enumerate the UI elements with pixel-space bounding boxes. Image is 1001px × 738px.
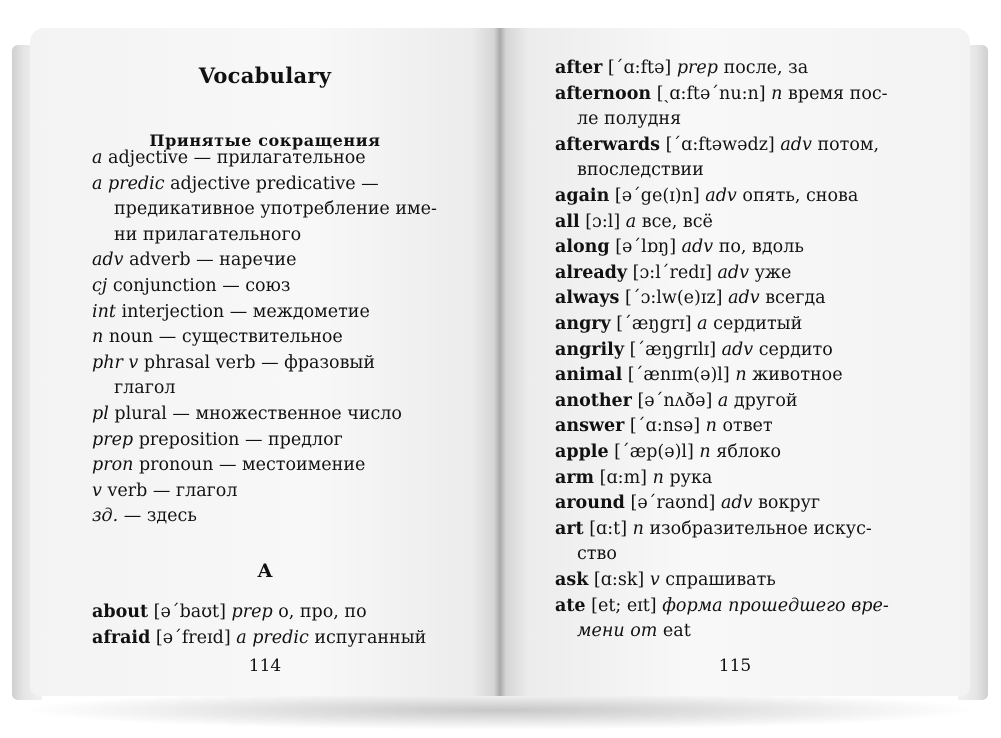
abbreviation-line — [114, 223, 301, 248]
entry-translation: испуганный — [314, 627, 427, 648]
abbreviation-text: plural — множественное число — [114, 404, 402, 424]
entry-word: afraid — [92, 627, 151, 648]
dictionary-entry — [555, 440, 781, 465]
abbreviation-line — [92, 274, 290, 299]
abbreviation-tag: phr v — [92, 352, 139, 373]
abbreviation-text: предикативное употребление име- — [114, 199, 437, 220]
entry-word: art — [555, 518, 584, 539]
entry-translation: всегда — [765, 288, 826, 309]
abbreviation-line — [92, 504, 197, 529]
entry-pronunciation: [ˊæp(ə)l] — [614, 442, 694, 462]
dictionary-entry — [555, 261, 791, 286]
entry-word: arm — [555, 467, 595, 488]
book-gutter — [494, 28, 506, 696]
entry-pronunciation: [ˏɑ:ftəˊnu:n] — [656, 83, 766, 104]
entry-translation: спрашивать — [665, 570, 776, 590]
entry-continuation — [577, 107, 681, 132]
entry-part-of-speech: adv — [721, 339, 754, 360]
vocabulary-title: Vocabulary — [198, 63, 332, 88]
entry-part-of-speech: a predic — [236, 627, 309, 648]
entry-translation: другой — [733, 390, 798, 411]
entry-word: another — [555, 390, 632, 411]
entry-pronunciation: [ɑ:sk] — [593, 570, 645, 590]
entry-word: always — [555, 288, 620, 309]
abbreviation-line — [92, 428, 343, 453]
abbreviation-line — [114, 197, 437, 222]
entry-part-of-speech: prep — [231, 602, 273, 622]
entry-translation: ответ — [722, 416, 773, 437]
abbreviation-tag: cj — [92, 276, 108, 296]
dictionary-entry — [555, 133, 879, 158]
dictionary-entry — [555, 338, 833, 363]
entry-translation: животное — [752, 365, 843, 386]
page-number-left: 114 — [248, 656, 282, 676]
dictionary-entry — [92, 600, 367, 625]
abbreviation-text: preposition — предлог — [138, 429, 343, 450]
entry-pronunciation: [ɑ:m] — [599, 467, 648, 488]
entry-italic-note: мени от — [577, 621, 658, 642]
dictionary-entry — [555, 466, 712, 491]
abbreviation-text: ни прилагательного — [114, 224, 302, 245]
entry-translation: вокруг — [758, 493, 821, 514]
abbreviation-line — [92, 479, 237, 504]
entry-translation: рука — [669, 467, 713, 488]
dictionary-entry — [555, 389, 798, 414]
entry-word: around — [555, 493, 625, 514]
abbreviation-text: глагол — [114, 378, 176, 399]
abbreviation-line — [92, 325, 343, 350]
abbreviation-tag: int — [92, 301, 116, 322]
entry-word: animal — [555, 365, 623, 386]
entry-part-of-speech: n — [699, 442, 711, 462]
entry-word: angrily — [555, 339, 624, 360]
entry-pronunciation: [ɑ:t] — [589, 518, 628, 539]
entry-continuation — [577, 619, 691, 644]
abbreviation-line — [114, 376, 176, 401]
entry-word: apple — [555, 442, 609, 462]
entry-translation: время пос- — [788, 83, 888, 104]
entry-translation: сердитый — [713, 314, 803, 334]
entry-word: again — [555, 186, 610, 206]
entry-pronunciation: [əˊbaʊt] — [153, 602, 226, 622]
entry-translation: опять, снова — [742, 186, 859, 206]
dictionary-entry — [555, 82, 888, 107]
abbreviation-tag: зд. — [92, 506, 119, 527]
entry-translation: после, за — [723, 58, 809, 78]
entry-italic-note: форма прошедшего вре- — [662, 595, 889, 616]
entry-translation: уже — [754, 262, 792, 283]
entry-translation: ле полудня — [577, 109, 682, 130]
dictionary-entry — [555, 312, 802, 337]
abbreviation-text: interjection — междометие — [121, 301, 370, 322]
entry-translation: изобразительное искус- — [649, 518, 872, 539]
entry-translation: eat — [657, 621, 691, 642]
abbreviation-line — [92, 172, 379, 197]
entry-pronunciation: [ɔ:l] — [585, 211, 621, 232]
entry-continuation — [577, 158, 704, 183]
entry-word: angry — [555, 314, 611, 334]
abbreviation-text: phrasal verb — фразовый — [143, 352, 376, 373]
dictionary-entry — [555, 517, 872, 542]
entry-part-of-speech: a — [697, 314, 708, 334]
abbreviation-line — [92, 300, 370, 325]
dictionary-entry — [555, 491, 820, 516]
entry-translation: впоследствии — [577, 160, 704, 181]
abbreviations-heading: Принятые сокращения — [149, 131, 381, 150]
entry-part-of-speech: a — [717, 390, 729, 411]
entry-part-of-speech: n — [735, 365, 747, 386]
entry-pronunciation: [ˊɑ:ftə] — [607, 58, 672, 78]
entry-pronunciation: [ˊæŋgrɪlɪ] — [629, 339, 717, 360]
entry-pronunciation: [ˊɑ:nsə] — [629, 416, 701, 437]
entry-translation: ство — [577, 544, 617, 565]
entry-translation: сердито — [758, 339, 833, 360]
abbreviation-tag: v — [92, 480, 102, 501]
entry-word: ate — [555, 595, 586, 616]
entry-part-of-speech: adv — [717, 262, 750, 283]
entry-part-of-speech: n — [771, 83, 783, 104]
right-page — [500, 28, 970, 696]
abbreviation-text: conjunction — союз — [112, 276, 291, 296]
entry-part-of-speech: adv — [728, 288, 760, 309]
entry-pronunciation: [ˊæŋgrɪ] — [616, 314, 692, 334]
entry-part-of-speech: n — [652, 467, 664, 488]
entry-word: after — [555, 58, 603, 78]
entry-pronunciation: [ˊɔ:lw(e)ɪz] — [625, 288, 723, 309]
dictionary-entry — [555, 594, 889, 619]
entry-word: along — [555, 237, 610, 258]
dictionary-entry — [92, 626, 426, 651]
abbreviation-text: adverb — наречие — [129, 250, 297, 271]
entry-translation: потом, — [817, 134, 880, 155]
book-shadow — [20, 690, 980, 730]
abbreviation-tag: a — [92, 148, 103, 168]
dictionary-entry — [555, 363, 843, 388]
abbreviation-line — [92, 453, 365, 478]
abbreviation-text: adjective — прилагательное — [108, 148, 366, 168]
entry-pronunciation: [əˊnʌðə] — [637, 390, 713, 411]
entry-part-of-speech: adv — [780, 134, 812, 155]
entry-translation: по, вдоль — [718, 237, 804, 258]
entry-word: about — [92, 602, 149, 622]
dictionary-entry — [555, 184, 858, 209]
abbreviation-tag: n — [92, 327, 104, 348]
entry-part-of-speech: n — [705, 416, 717, 437]
entry-pronunciation: [əˊfreɪd] — [155, 627, 231, 648]
abbreviation-line — [92, 248, 296, 273]
entry-pronunciation: [et; eɪt] — [591, 595, 657, 616]
entry-part-of-speech: adv — [720, 493, 753, 514]
entry-word: ask — [555, 570, 589, 590]
abbreviation-line — [92, 351, 375, 376]
dictionary-entry — [555, 56, 808, 81]
entry-part-of-speech: prep — [676, 58, 718, 78]
entry-pronunciation: [ˊɑ:ftəwədz] — [665, 134, 775, 155]
entry-word: already — [555, 262, 628, 283]
entry-word: all — [555, 211, 580, 232]
entry-part-of-speech: a — [625, 211, 637, 232]
abbreviation-tag: pron — [92, 455, 134, 476]
entry-pronunciation: [ɔ:lˊredɪ] — [632, 262, 712, 283]
letter-heading: A — [257, 560, 273, 582]
dictionary-entry — [555, 210, 713, 235]
entry-word: afternoon — [555, 83, 652, 104]
abbreviation-text: adjective predicative — — [170, 173, 379, 194]
dictionary-entry — [555, 235, 804, 260]
page-number-right: 115 — [718, 656, 752, 676]
entry-translation: все, всё — [641, 211, 713, 232]
abbreviation-tag: prep — [92, 429, 134, 450]
entry-translation: яблоко — [716, 442, 781, 462]
dictionary-entry — [555, 286, 826, 311]
entry-part-of-speech: n — [632, 518, 644, 539]
entry-word: afterwards — [555, 134, 661, 155]
abbreviation-text: pronoun — местоимение — [138, 455, 366, 476]
entry-pronunciation: [əˊlɒŋ] — [615, 237, 677, 258]
entry-pronunciation: [ˊænɪm(ə)l] — [627, 365, 730, 386]
abbreviation-tag: pl — [92, 404, 109, 424]
abbreviation-text: verb — глагол — [107, 480, 238, 501]
abbreviation-line — [92, 402, 402, 427]
entry-pronunciation: [əˊraʊnd] — [630, 493, 716, 514]
abbreviation-line — [92, 146, 366, 171]
entry-word: answer — [555, 416, 625, 437]
abbreviation-tag: adv — [92, 250, 124, 271]
abbreviation-tag: a predic — [92, 173, 165, 194]
entry-continuation — [577, 542, 617, 567]
dictionary-entry — [555, 568, 776, 593]
abbreviation-text: noun — существительное — [108, 327, 343, 348]
entry-part-of-speech: adv — [705, 186, 737, 206]
left-page — [30, 28, 500, 696]
dictionary-entry — [555, 414, 773, 439]
entry-part-of-speech: v — [649, 570, 660, 590]
entry-translation: о, про, по — [278, 602, 367, 622]
abbreviation-text: — здесь — [123, 506, 197, 527]
entry-part-of-speech: adv — [681, 237, 714, 258]
entry-pronunciation: [əˊge(ɪ)n] — [614, 186, 700, 206]
